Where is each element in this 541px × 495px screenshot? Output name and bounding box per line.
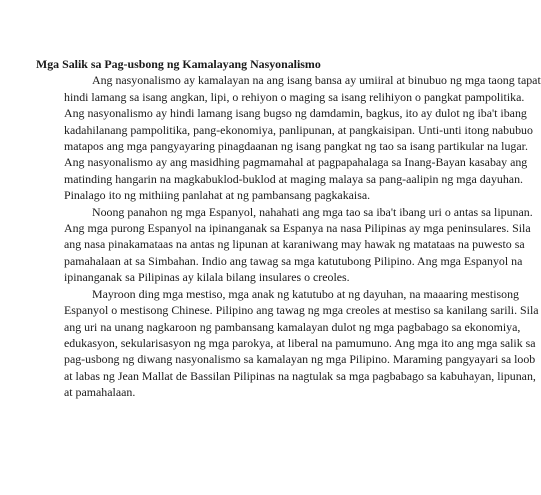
text-line: Espanyol o mestisong Chinese. Pilipino ang tawag ng mga creoles at mestiso sa kanilang sarili. Sila	[64, 303, 539, 318]
text-line: hindi lamang sa isang angkan, lipi, o rehiyon o maging sa isang relihiyon o pangkat pampolitika.	[64, 89, 525, 104]
paragraph-3	[36, 286, 539, 401]
paragraph-2	[36, 204, 533, 286]
text-line: Noong panahon ng mga Espanyol, nahahati ang mga tao sa iba't ibang uri o antas sa lipunan.	[92, 204, 533, 219]
document-title: Mga Salik sa Pag-usbong ng Kamalayang Nasyonalismo	[36, 57, 321, 71]
text-line: pamahalaan at sa Simbahan. Indio ang tawag sa mga katutubong Pilipino. Ang mga Espanyol na	[64, 253, 523, 268]
text-line: at pamahalaan.	[64, 385, 136, 400]
text-line: matinding hangarin na magkabuklod-buklod at maging malaya sa pang-aalipin ng mga dayuhan.	[64, 171, 523, 186]
text-line: matapos ang mga pangyayaring pinagdaanan ng isang pangkat ng tao sa isang partikular na lugar.	[64, 139, 528, 154]
text-line: Mayroon ding mga mestiso, mga anak ng katutubo at ng dayuhan, na maaaring mestisong	[92, 286, 519, 301]
text-line: Ang nasyonalismo ay ang masidhing pagmamahal at pagpapahalaga sa Inang-Bayan kasabay ang	[64, 155, 528, 170]
text-line: at labas ng Jean Mallat de Bassilan Pilipinas na nagtulak sa mga pagbabago sa kabuhayan, lipunan,	[64, 368, 536, 383]
text-line: kadahilanang pampolitika, pang-ekonomiya, panlipunan, at pangkaisipan. Unti-unti itong nabubuo	[64, 122, 533, 137]
text-line: ang nasa pinakamataas na antas ng lipunan at karaniwang may hawak ng matataas na puwesto sa	[64, 237, 525, 252]
text-line: Ang nasyonalismo ay hindi lamang isang bugso ng damdamin, bagkus, ito ay dulot ng iba't ibang	[64, 106, 527, 121]
text-line: pag-usbong ng diwang nasyonalismo sa kamalayan ng mga Pilipino. Maraming pangyayari sa loob	[64, 352, 536, 367]
text-line: edukasyon, sekularisasyon ng mga parokya, at liberal na pamumuno. Ang mga ito ang mga salik sa	[64, 335, 536, 350]
text-line: Pinalago ito ng mithiing panlahat at ng pambansang pagkakaisa.	[64, 188, 371, 203]
text-line: ang uri na unang nagkaroon ng pambansang kamalayan dulot ng mga pagbabago sa ekonomiya,	[64, 319, 521, 334]
document-body	[36, 56, 541, 401]
text-line: Ang mga purong Espanyol na ipinanganak sa Espanya na nasa Pilipinas ay mga peninsulares. Sila	[64, 221, 531, 236]
paragraph-1	[36, 72, 541, 203]
text-line: Ang nasyonalismo ay kamalayan na ang isang bansa ay umiiral at binubuo ng mga taong tapat	[92, 73, 541, 88]
text-line: ipinanganak sa Pilipinas ay kilala bilang insulares o creoles.	[64, 270, 350, 285]
